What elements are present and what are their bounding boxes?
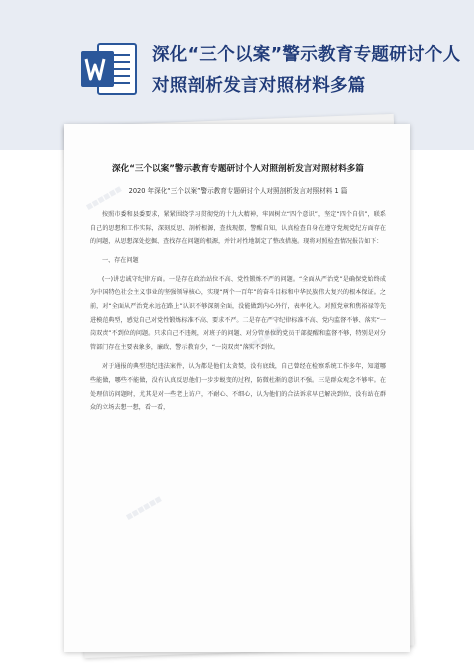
watermark: ■■■■■■ bbox=[84, 184, 124, 212]
body-paragraph: 对于通报的典型违纪违法案件，认为都是他们太贪婪，没有底线，自己曾经在检察系统工作多年，知道哪些能做，哪些不能做，没有认真反思他们一步步蜕变的过程，防微杜渐的意识不强。三是群众观念不够牢。在处理信访问题时，尤其是对一些老上访户，不耐心、不细心，认为他们的合法诉求早已解决到位，没有站在群众的立场去想一想，看一看， bbox=[90, 363, 386, 412]
body-paragraph: (一)讲忠诚守纪律方面。一是存在政治站位不高、党性锻炼不严的问题。“全面从严治党”是确保党始终成为中国特色社会主义事业的坚强领导核心，实现“两个一百年”的奋斗目标和中华民族伟大复兴的根本保证。之前，对“全面从严治党永远在路上”认识不够深刻全面，没能做到内心外行，表率化入。对照党章和焦裕禄等先进模范典型，感觉自己对党性锻炼标准不高、要求不严。二是存在严守纪律标准不高、党内监督不够、落实“一岗双责”不到位的问题。只求自己不违规，对班子的问题、对分管单位的党员干部提醒和监督不够，特别是对分管部门存在主要表象多，廉政、警示教育少，“一岗双责”落实不到位。 bbox=[90, 275, 386, 351]
word-document-icon bbox=[78, 38, 140, 100]
watermark: ■■■■■■ bbox=[244, 324, 284, 352]
document-subtitle: 2020 年深化“三个以案”警示教育专题研讨个人对照剖析发言对照材料 1 篇 bbox=[128, 187, 348, 195]
document-title: 深化“三个以案”警示教育专题研讨个人对照剖析发言对照材料多篇 bbox=[112, 164, 364, 174]
document-body bbox=[90, 162, 386, 421]
page-title: 深化“三个以案”警示教育专题研讨个人对照剖析发言对照材料多篇 bbox=[152, 45, 461, 96]
watermark: ■■■■■■ bbox=[124, 494, 164, 522]
section-heading: 一、存在问题 bbox=[102, 256, 139, 264]
document-page bbox=[64, 124, 410, 652]
intro-paragraph: 按照市委和县委要求，紧紧围绕学习贯彻党的十九大精神，牢固树立“四个意识”，坚定“四个自信”，联系自己的思想和工作实际，深刻反思、剖析根源，查找现摆，警醒自知，认真检查自身在遵守党规党纪方面存在的问题，从思想深处挖掘、查找存在问题的根源，并针对性地制定了整改措施。现将对照检查情况报告如下： bbox=[90, 211, 386, 246]
